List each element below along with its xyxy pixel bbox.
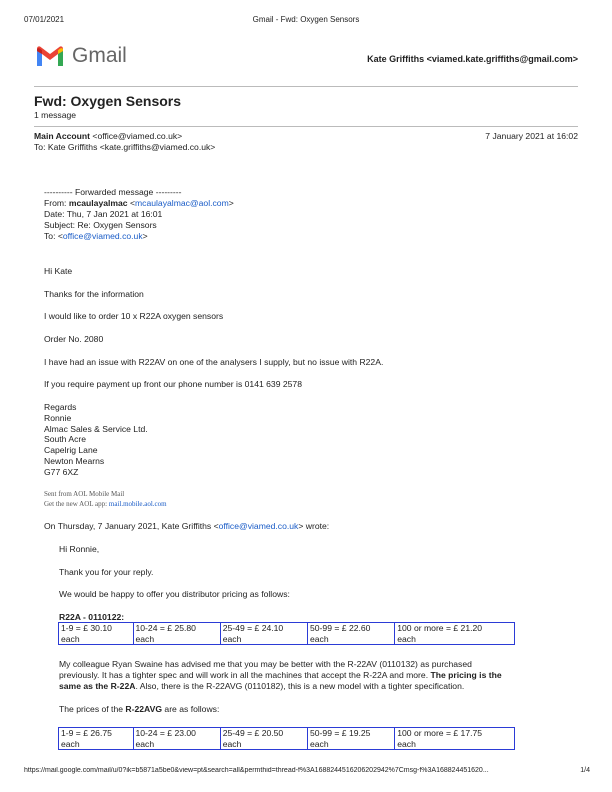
price-tier: 25-49 = £ 20.50	[222, 728, 284, 738]
gmail-m-icon	[35, 45, 65, 68]
reply-paragraph: Thanks for the information	[44, 289, 144, 299]
price-unit: each	[61, 738, 80, 749]
account-info: Kate Griffiths <viamed.kate.griffiths@gmail.com>	[367, 54, 578, 64]
forward-marker: ---------- Forwarded message ---------	[44, 187, 182, 197]
quote-text: . Also, there is the R-22AVG (0110182), this is a new model with a tighter specification.	[135, 681, 465, 691]
quote-paragraph	[59, 704, 219, 715]
signature-line: Regards	[44, 402, 77, 412]
forward-from-close: >	[228, 198, 234, 208]
forward-from-label: From:	[44, 198, 69, 208]
price-unit: each	[135, 738, 155, 749]
price-tier: 50-99 = £ 22.60	[310, 623, 371, 633]
aol-app-link[interactable]: mail.mobile.aol.com	[108, 500, 167, 508]
thread-subject: Fwd: Oxygen Sensors	[34, 93, 182, 109]
quote-emphasis: R-22AVG	[125, 704, 163, 714]
table-row	[59, 623, 515, 645]
table-cell	[395, 623, 515, 645]
forward-from-name: mcaulayalmac	[68, 198, 128, 208]
signature-line: Newton Mearns	[44, 455, 105, 466]
table-cell	[133, 623, 220, 645]
quote-emphasis: same as the R-22A	[59, 681, 136, 691]
price-tier: 1-9 = £ 26.75	[61, 728, 112, 738]
table-cell	[308, 623, 395, 645]
price-table-r22a	[58, 622, 515, 645]
price-unit: each	[397, 738, 416, 749]
signature-line: Ronnie	[44, 412, 72, 423]
table-cell	[308, 728, 395, 750]
quote-paragraph: Thank you for your reply.	[59, 567, 154, 577]
signature-line: South Acre	[44, 434, 87, 445]
price-unit: each	[222, 633, 242, 644]
price-unit: each	[397, 633, 416, 644]
table1-heading: R22A - 0110122:	[59, 612, 125, 622]
forward-to-label: To: <	[44, 231, 63, 241]
price-unit: each	[61, 633, 80, 644]
signature-block	[44, 402, 148, 478]
print-date: 07/01/2021	[24, 15, 65, 24]
quote-paragraph: My colleague Ryan Swaine has advised me that you may be better with the R-22AV (0110132) as purchased	[59, 659, 472, 669]
forward-from-open: <	[127, 198, 135, 208]
price-unit: each	[135, 633, 155, 644]
price-tier: 10-24 = £ 25.80	[135, 623, 196, 633]
quote-text: The prices of the	[59, 704, 126, 714]
quote-paragraph-line	[59, 681, 464, 692]
subject-divider	[34, 126, 578, 127]
page-number: 1/4	[580, 767, 590, 774]
forward-subject: Subject: Re: Oxygen Sensors	[44, 220, 157, 230]
message-count: 1 message	[34, 110, 77, 120]
message-recipient: To: Kate Griffiths <kate.griffiths@viamed.co.uk>	[34, 142, 216, 152]
table-cell	[59, 623, 134, 645]
price-unit: each	[222, 738, 242, 749]
signature-line: Capelrig Lane	[44, 445, 98, 456]
price-unit: each	[310, 633, 329, 644]
quote-text: are as follows:	[162, 704, 220, 714]
table-cell	[220, 728, 307, 750]
signature-line: G77 6XZ	[44, 466, 79, 477]
forward-from-email-link[interactable]: mcaulayalmac@aol.com	[135, 198, 229, 208]
quote-intro-suffix: > wrote:	[298, 521, 330, 531]
reply-greeting: Hi Kate	[44, 266, 73, 276]
table-cell	[395, 728, 515, 750]
price-tier: 1-9 = £ 30.10	[61, 623, 112, 633]
get-app-note	[44, 500, 167, 508]
table-cell	[133, 728, 220, 750]
table-row	[59, 728, 515, 750]
sender-name: Main Account	[34, 131, 91, 141]
quote-text: previously. It has a tighter spec and will work in all the machines that accept the R-22A and more.	[59, 670, 431, 680]
price-tier: 100 or more = £ 21.20	[397, 623, 483, 633]
table-cell	[220, 623, 307, 645]
sender	[34, 131, 182, 142]
reply-order-number: Order No. 2080	[44, 334, 104, 344]
forward-to-close: >	[142, 231, 148, 241]
signature-line: Almac Sales & Service Ltd.	[44, 423, 148, 434]
table-cell	[59, 728, 134, 750]
price-table-r22avg	[58, 727, 515, 750]
price-tier: 100 or more = £ 17.75	[397, 728, 483, 738]
quote-intro-text: On Thursday, 7 January 2021, Kate Griffiths <	[44, 521, 219, 531]
reply-paragraph: If you require payment up front our phone number is 0141 639 2578	[44, 379, 302, 389]
quote-emphasis: The pricing is the	[430, 670, 502, 680]
quote-paragraph-line	[59, 670, 502, 681]
reply-paragraph: I have had an issue with R22AV on one of the analysers I supply, but no issue with R22A.	[44, 357, 384, 367]
quote-intro	[44, 521, 329, 532]
print-title: Gmail - Fwd: Oxygen Sensors	[252, 15, 360, 24]
price-tier: 10-24 = £ 23.00	[135, 728, 196, 738]
header-divider	[34, 86, 578, 87]
quote-greeting: Hi Ronnie,	[59, 544, 100, 554]
gmail-logo-text: Gmail	[72, 44, 127, 67]
quote-paragraph: We would be happy to offer you distributor pricing as follows:	[59, 589, 290, 599]
message-date: 7 January 2021 at 16:02	[485, 131, 578, 141]
print-url: https://mail.google.com/mail/u/0?ik=b5871a5be0&view=pt&search=all&permthid=thread-f%3A1688244516206202942%7Cmsg-f%3A168824451620...	[24, 767, 489, 774]
price-unit: each	[310, 738, 329, 749]
sender-email: <office@viamed.co.uk>	[92, 131, 183, 141]
forward-to	[44, 231, 148, 242]
forward-date: Date: Thu, 7 Jan 2021 at 16:01	[44, 209, 163, 219]
reply-paragraph: I would like to order 10 x R22A oxygen sensors	[44, 311, 224, 321]
price-tier: 50-99 = £ 19.25	[310, 728, 371, 738]
get-app-label: Get the new AOL app:	[44, 500, 109, 508]
gmail-logo[interactable]	[35, 45, 65, 73]
sent-from-note: Sent from AOL Mobile Mail	[44, 490, 125, 498]
quote-email-link[interactable]: office@viamed.co.uk	[218, 521, 299, 531]
price-tier: 25-49 = £ 24.10	[222, 623, 284, 633]
forward-to-email-link[interactable]: office@viamed.co.uk	[62, 231, 143, 241]
forward-from	[44, 198, 234, 209]
